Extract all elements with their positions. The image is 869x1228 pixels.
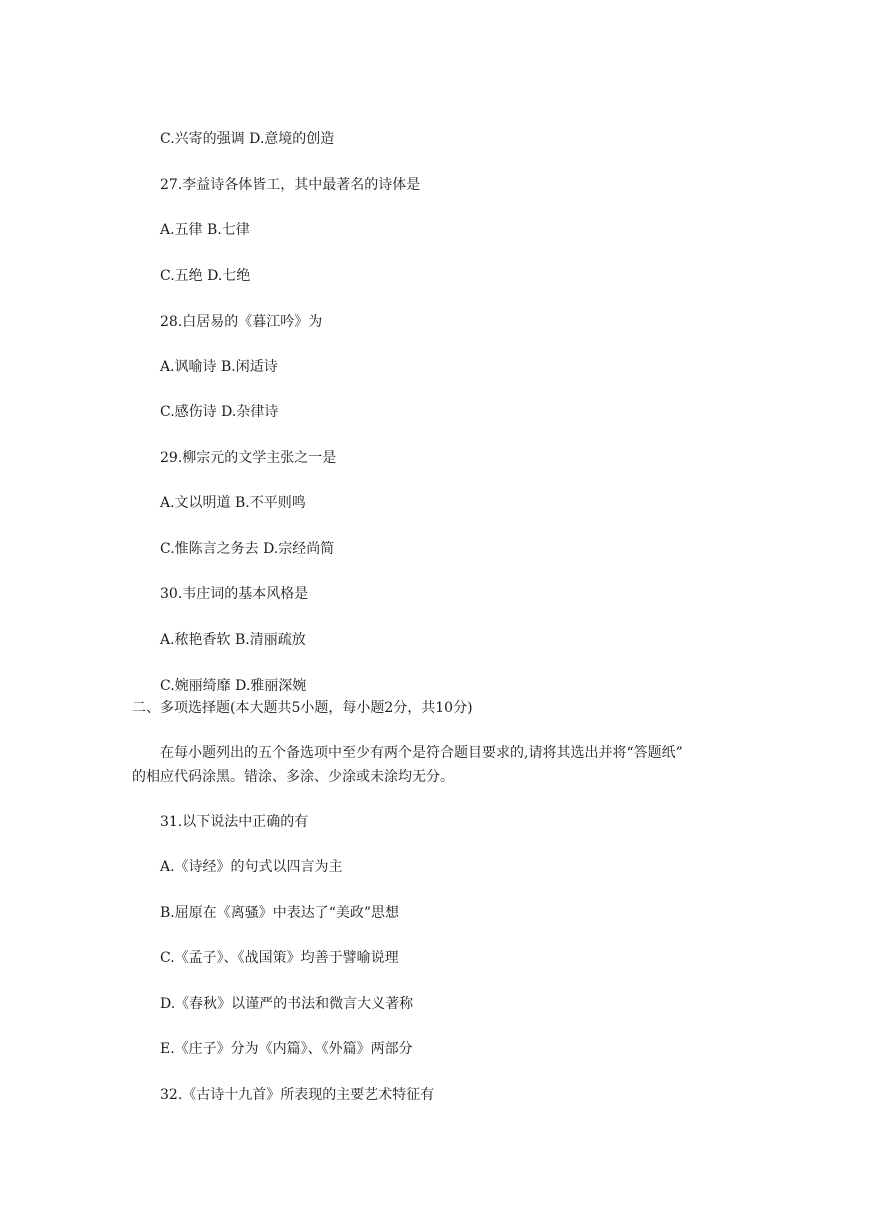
section-heading: 二、多项选择题(本大题共5小题，每小题2分，共10分) [132, 700, 473, 716]
option-line: B.屈原在《离骚》中表达了“美政”思想 [160, 905, 400, 921]
option-line: C.兴寄的强调 D.意境的创造 [160, 131, 335, 147]
option-line: D.《春秋》以谨严的书法和微言大义著称 [160, 996, 414, 1012]
question-30: 30.韦庄词的基本风格是 [160, 586, 309, 602]
option-line: C.惟陈言之务去 D.宗经尚简 [160, 541, 335, 557]
option-line: C.婉丽绮靡 D.雅丽深婉 [160, 678, 307, 694]
option-line: A.讽喻诗 B.闲适诗 [160, 359, 278, 375]
question-28: 28.白居易的《暮江吟》为 [160, 314, 323, 330]
option-line: A.《诗经》的句式以四言为主 [160, 859, 343, 875]
question-29: 29.柳宗元的文学主张之一是 [160, 450, 337, 466]
instructions-line-1: 在每小题列出的五个备选项中至少有两个是符合题目要求的,请将其选出并将“答题纸” [160, 745, 683, 761]
option-line: A.秾艳香软 B.清丽疏放 [160, 632, 306, 648]
question-32: 32.《古诗十九首》所表现的主要艺术特征有 [160, 1087, 435, 1103]
question-31: 31.以下说法中正确的有 [160, 814, 309, 830]
option-line: E.《庄子》分为《内篇》、《外篇》两部分 [160, 1041, 413, 1057]
question-27: 27.李益诗各体皆工，其中最著名的诗体是 [160, 177, 421, 193]
option-line: A.五律 B.七律 [160, 222, 250, 238]
option-line: A.文以明道 B.不平则鸣 [160, 495, 306, 511]
option-line: C.《孟子》、《战国策》均善于譬喻说理 [160, 950, 399, 966]
option-line: C.五绝 D.七绝 [160, 268, 251, 284]
option-line: C.感伤诗 D.杂律诗 [160, 404, 279, 420]
instructions-line-2: 的相应代码涂黑。错涂、多涂、少涂或未涂均无分。 [132, 769, 454, 785]
